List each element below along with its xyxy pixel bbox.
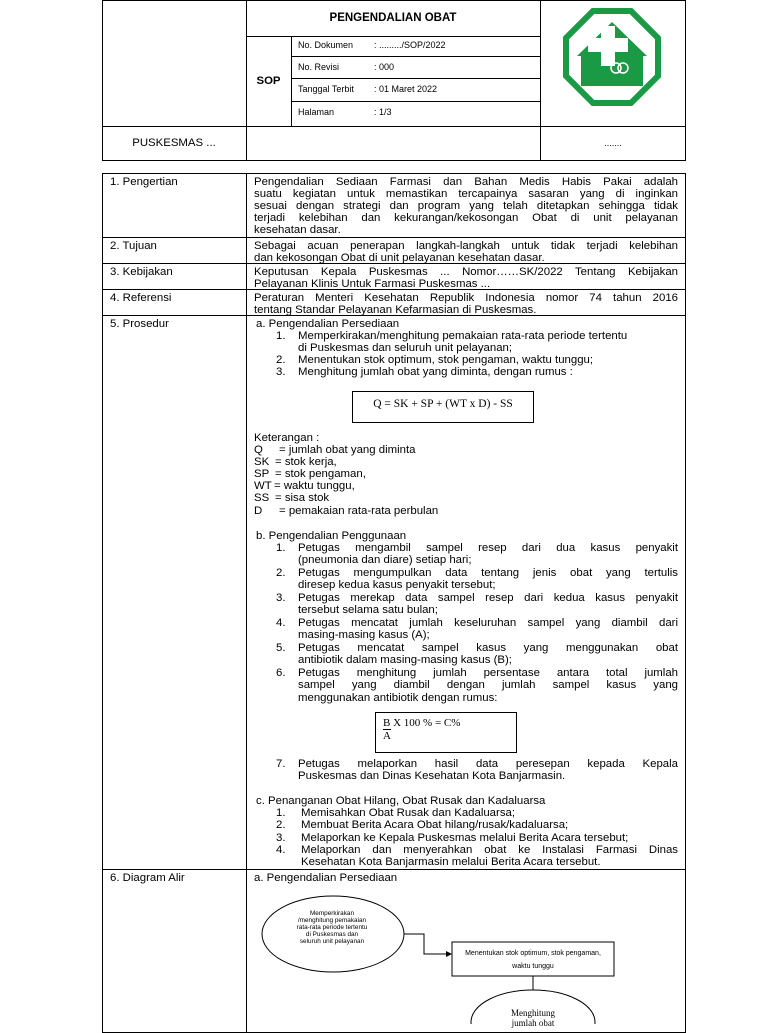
prosedur-b-5-line-2: antibiotik dalam masing-masing kasus (B); (298, 654, 512, 666)
kebijakan-line-2: Pelayanan Klinis Untuk Farmasi Puskesmas ... (254, 278, 491, 290)
flow-node-1-line-2: /menghitung pemakaian (297, 917, 367, 924)
flow-node-2-line-1: Menentukan stok optimum, stok pengaman, (465, 950, 601, 957)
formula-text: Q = SK + SP + (WT x D) - SS (373, 398, 513, 410)
prosedur-a-3-line-1: Menghitung jumlah obat yang diminta, dengan rumus : (298, 366, 573, 378)
prosedur-b-num-1: 1. (276, 542, 286, 554)
prosedur-b-num-7: 7. (276, 758, 286, 770)
tujuan-line-1: Sebagai acuan penerapan langkah-langkah untuk tidak terjadi kelebihan (254, 240, 678, 252)
flow-node-1-line-1: Memperkirakan (309, 910, 355, 917)
pengertian-line-3: sesuai dengan strategi dan program yang telah ditetapkan sehingga tidak (254, 200, 678, 212)
prosedur-a-num-2: 2. (276, 354, 286, 366)
flow-node-3-line-1: Menghitung (511, 1008, 555, 1018)
prosedur-b-6-line-3: menggunakan antibiotik dengan rumus: (298, 692, 498, 704)
flow-node-3-line-2: jumlah obat (511, 1018, 555, 1028)
prosedur-b-2-line-1: Petugas mengumpulkan data tentang jenis obat yang tertulis (298, 567, 678, 579)
prosedur-b-3-line-1: Petugas merekap data sampel resep dari kedua kasus penyakit (298, 592, 678, 604)
document-title: PENGENDALIAN OBAT (329, 12, 457, 24)
diagram-title: a. Pengendalian Persediaan (254, 872, 398, 884)
section-label-tujuan: 2. Tujuan (110, 240, 157, 252)
keterangan-sym-wt: WT (254, 480, 272, 492)
puskesmas-logo-icon (563, 8, 661, 106)
prosedur-b-7-line-1: Petugas melaporkan hasil data peresepan kepada Kepala (298, 758, 678, 770)
keterangan-sym-sp: SP (254, 468, 270, 480)
prosedur-c-num-3: 3. (276, 832, 286, 844)
meta-value-doc: : ........./SOP/2022 (374, 40, 446, 50)
prosedur-a-title: a. Pengendalian Persediaan (256, 318, 400, 330)
pengertian-line-2: suatu kegiatan untuk memastikan tercapainya sasaran yang di inginkan (254, 188, 678, 200)
flow-node-1-line-3: rata-rata periode tertentu (296, 924, 368, 931)
prosedur-b-1-line-1: Petugas mengambil sampel resep dari dua kasus penyakit (298, 542, 678, 554)
keterangan-sym-sk: SK (254, 456, 270, 468)
formula2-top: B X 100 % = C% (383, 717, 461, 729)
meta-label-date: Tanggal Terbit (298, 84, 354, 94)
prosedur-b-5-line-1: Petugas mencatat sampel kasus yang menggunakan obat (298, 642, 678, 654)
section-label-kebijakan: 3. Kebijakan (110, 266, 173, 278)
keterangan-desc-ss: = sisa stok (275, 492, 330, 504)
prosedur-c-4-line-1: Melaporkan dan menyerahkan obat ke Instalasi Farmasi Dinas (301, 844, 678, 856)
prosedur-a-1-line-2: di Puskesmas dan seluruh unit pelayanan; (298, 342, 513, 354)
prosedur-b-num-2: 2. (276, 567, 286, 579)
prosedur-b-7-line-2: Puskesmas dan Dinas Kesehatan Kota Banjarmasin. (298, 770, 566, 782)
prosedur-a-num-1: 1. (276, 330, 286, 342)
header-dots: ....... (604, 138, 622, 148)
prosedur-b-6-line-1: Petugas menghitung jumlah persentase antara total jumlah (298, 667, 678, 679)
referensi-line-2: tentang Standar Pelayanan Kefarmasian di Puskesmas. (254, 304, 537, 316)
prosedur-b-num-3: 3. (276, 592, 286, 604)
prosedur-c-4-line-2: Kesehatan Kota Banjarmasin melalui Berita Acara tersebut. (301, 856, 601, 868)
meta-value-date: : 01 Maret 2022 (374, 84, 438, 94)
keterangan-desc-wt: = waktu tunggu, (274, 480, 355, 492)
prosedur-b-2-line-2: diresep kedua kasus penyakit tersebut; (298, 579, 496, 591)
referensi-line-1: Peraturan Menteri Kesehatan Republik Indonesia nomor 74 tahun 2016 (254, 292, 678, 304)
section-label-prosedur: 5. Prosedur (110, 318, 169, 330)
keterangan-desc-q: = jumlah obat yang diminta (279, 444, 416, 456)
pengertian-line-4: terjadi kelebihan dan kekurangan/kekosongan Obat di unit pelayanan (254, 212, 678, 224)
flow-connector-1 (404, 934, 446, 954)
prosedur-c-3-line-1: Melaporkan ke Kepala Puskesmas melalui Berita Acara tersebut; (301, 832, 629, 844)
prosedur-b-4-line-1: Petugas mencatat jumlah keseluruhan sampel yang diambil dari (298, 617, 678, 629)
prosedur-b-3-line-2: tersebut selama satu bulan; (298, 604, 438, 616)
prosedur-c-title: c. Penanganan Obat Hilang, Obat Rusak dan Kadaluarsa (256, 795, 546, 807)
keterangan-desc-sk: = stok kerja, (275, 456, 337, 468)
pengertian-line-5: kesehatan dasar. (254, 224, 341, 236)
flow-node-2-line-2: waktu tunggu (512, 963, 554, 970)
pengertian-line-1: Pengendalian Sediaan Farmasi dan Bahan Medis Habis Pakai adalah (254, 176, 678, 188)
sop-label: SOP (256, 75, 281, 87)
prosedur-c-2-line-1: Membuat Berita Acara Obat hilang/rusak/kadaluarsa; (301, 819, 569, 831)
prosedur-b-num-4: 4. (276, 617, 286, 629)
keterangan-sym-d: D (254, 505, 263, 517)
prosedur-c-1-line-1: Memisahkan Obat Rusak dan Kadaluarsa; (301, 807, 516, 819)
formula2-bottom: A (383, 730, 391, 742)
section-label-referensi: 4. Referensi (110, 292, 172, 304)
meta-label-page: Halaman (298, 107, 335, 117)
prosedur-c-num-4: 4. (276, 844, 286, 856)
keterangan-sym-q: Q (254, 444, 263, 456)
prosedur-a-num-3: 3. (276, 366, 286, 378)
prosedur-c-num-2: 2. (276, 819, 286, 831)
prosedur-b-title: b. Pengendalian Penggunaan (256, 530, 407, 542)
prosedur-b-num-6: 6. (276, 667, 286, 679)
meta-label-rev: No. Revisi (298, 62, 340, 72)
prosedur-b-4-line-2: masing-masing kasus (A); (298, 629, 430, 641)
puskesmas-name: PUSKESMAS ... (132, 137, 216, 149)
prosedur-a-1-line-1: Memperkirakan/menghitung pemakaian rata-rata periode tertentu (298, 330, 628, 342)
section-label-pengertian: 1. Pengertian (110, 176, 178, 188)
flow-node-1-line-5: seluruh unit pelayanan (299, 938, 365, 945)
prosedur-b-6-line-2: sampel yang diambil dengan jumlah sampel kasus yang (298, 679, 678, 691)
prosedur-b-num-5: 5. (276, 642, 286, 654)
prosedur-b-1-line-2: (pneumonia dan diare) setiap hari; (298, 554, 472, 566)
prosedur-c-num-1: 1. (276, 807, 286, 819)
keterangan-sym-ss: SS (254, 492, 270, 504)
meta-value-rev: : 000 (374, 62, 395, 72)
keterangan-title: Keterangan : (254, 432, 320, 444)
tujuan-line-2: dan kekosongan Obat di unit pelayanan kesehatan dasar. (254, 252, 545, 264)
prosedur-a-2-line-1: Menentukan stok optimum, stok pengaman, waktu tunggu; (298, 354, 594, 366)
kebijakan-line-1: Keputusan Kepala Puskesmas ... Nomor……SK/2022 Tentang Kebijakan (254, 266, 678, 278)
meta-value-page: : 1/3 (374, 107, 392, 117)
section-label-diagram: 6. Diagram Alir (110, 872, 185, 884)
keterangan-desc-d: = pemakaian rata-rata perbulan (279, 505, 439, 517)
meta-label-doc: No. Dokumen (298, 40, 354, 50)
keterangan-desc-sp: = stok pengaman, (275, 468, 366, 480)
flow-node-1-line-4: di Puskesmas dan (305, 931, 359, 938)
